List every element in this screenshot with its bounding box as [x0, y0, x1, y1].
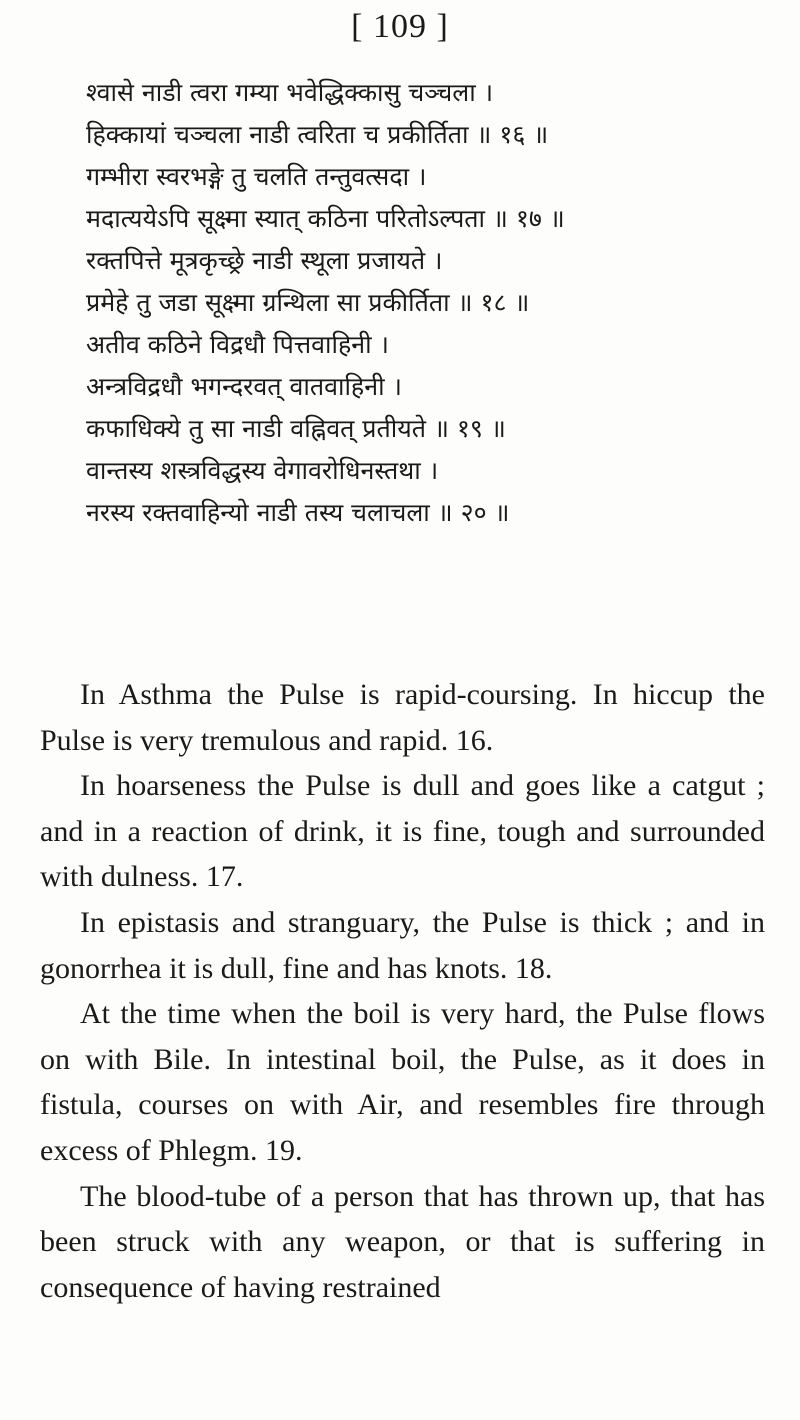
page-number: [ 109 ] — [351, 8, 449, 45]
english-translation — [40, 672, 765, 1310]
sanskrit-line: श्वासे नाडी त्वरा गम्या भवेद्धिक्कासु चञ्चला । — [86, 78, 494, 107]
translation-paragraph: In epistasis and stranguary, the Pulse is thick ; and in gonorrhea it is dull, fine and has knots. 18. — [40, 905, 765, 985]
sanskrit-line: प्रमेहे तु जडा सूक्ष्मा ग्रन्थिला सा प्रकीर्तिता ॥ १८ ॥ — [86, 288, 530, 317]
sanskrit-line: मदात्ययेऽपि सूक्ष्मा स्यात् कठिना परितोऽल्पता ॥ १७ ॥ — [86, 204, 565, 233]
sanskrit-line: कफाधिक्ये तु सा नाडी वह्निवत् प्रतीयते ॥ १९ ॥ — [86, 414, 506, 443]
sanskrit-line: गम्भीरा स्वरभङ्गे तु चलति तन्तुवत्सदा । — [86, 162, 427, 191]
sanskrit-line: हिक्कायां चञ्चला नाडी त्वरिता च प्रकीर्तिता ॥ १६ ॥ — [86, 120, 549, 149]
sanskrit-line: रक्तपित्ते मूत्रकृच्छ्रे नाडी स्थूला प्रजायते । — [86, 246, 443, 275]
translation-paragraph: In hoarseness the Pulse is dull and goes like a catgut ; and in a reaction of drink, it is fine, tough and surrounded with dulness. 17. — [40, 769, 765, 894]
sanskrit-verses — [86, 72, 736, 534]
sanskrit-line: नरस्य रक्तवाहिन्यो नाडी तस्य चलाचला ॥ २० ॥ — [86, 498, 510, 527]
translation-paragraph: The blood-tube of a person that has thrown up, that has been struck with any weapon, or that is suffering in consequence of having restrained — [40, 1179, 765, 1304]
sanskrit-line: वान्तस्य शस्त्रविद्धस्य वेगावरोधिनस्तथा । — [86, 456, 439, 485]
sanskrit-line: अन्त्रविद्रधौ भगन्दरवत् वातवाहिनी । — [86, 372, 402, 401]
translation-paragraph: In Asthma the Pulse is rapid-coursing. In hiccup the Pulse is very tremulous and rapid. 16. — [40, 678, 765, 757]
sanskrit-line: अतीव कठिने विद्रधौ पित्तवाहिनी । — [86, 330, 389, 359]
translation-paragraph: At the time when the boil is very hard, the Pulse flows on with Bile. In intestinal boil, the Pulse, as it does in fistula, courses on with Air, and resembles fire through excess of Phlegm. 19. — [40, 997, 765, 1167]
